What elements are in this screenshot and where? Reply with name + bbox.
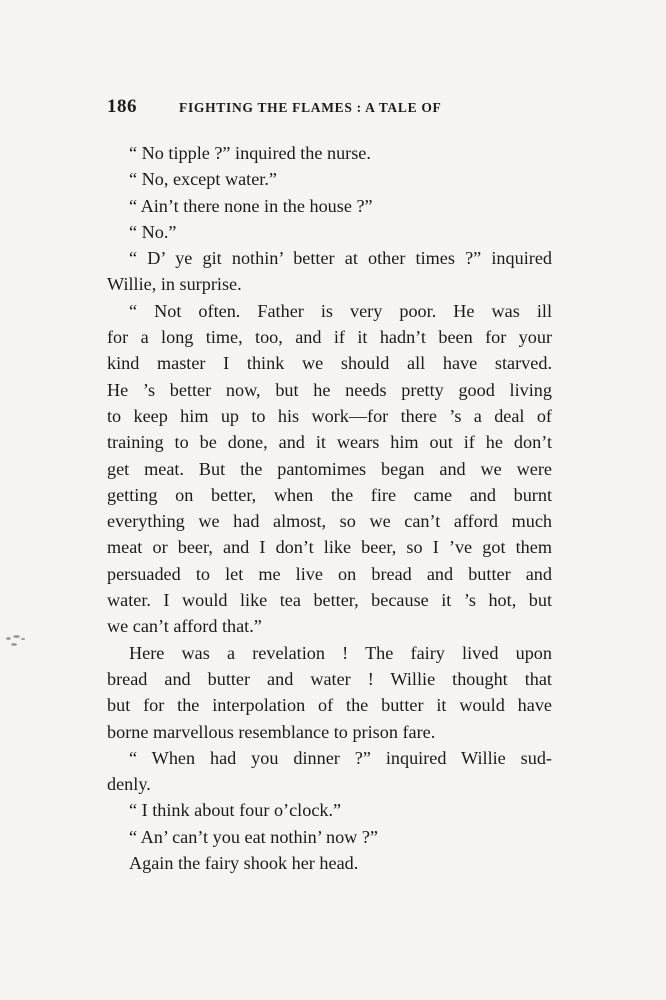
text-line: bread and butter and water ! Willie thought that [107, 668, 552, 689]
text-line: He ’s better now, but he needs pretty good living [107, 379, 552, 400]
text-line: persuaded to let me live on bread and butter and [107, 563, 552, 584]
text-line: borne marvellous resemblance to prison fare. [107, 721, 436, 742]
body-text [107, 140, 552, 876]
text-line: everything we had almost, so we can’t afford much [107, 511, 552, 532]
text-line: for a long time, too, and if it hadn’t been for your [107, 327, 552, 348]
text-line: “ No tipple ?” inquired the nurse. [129, 143, 371, 163]
text-line: “ No.” [129, 221, 177, 242]
text-line: getting on better, when the fire came and burnt [107, 484, 552, 505]
text-line: “ D’ ye git nothin’ better at other times ?” inquired [129, 248, 552, 269]
text-line: “ Not often. Father is very poor. He was ill [129, 300, 552, 321]
text-line: denly. [107, 774, 151, 795]
running-title: FIGHTING THE FLAMES : A TALE OF [179, 100, 442, 115]
text-line: water. I would like tea better, because it ’s hot, but [107, 590, 552, 611]
text-line: “ I think about four o’clock.” [129, 800, 342, 821]
text-line: but for the interpolation of the butter it would have [107, 695, 552, 716]
text-line: “ No, except water.” [129, 169, 277, 190]
text-line: meat or beer, and I don’t like beer, so I ’ve got them [107, 537, 552, 558]
text-line: kind master I think we should all have starved. [107, 353, 552, 374]
margin-ink-mark [4, 634, 30, 650]
text-line: to keep him up to his work—for there ’s a deal of [107, 405, 552, 426]
page-number: 186 [107, 96, 137, 117]
text-line: “ Ain’t there none in the house ?” [129, 195, 373, 216]
page-header [107, 96, 552, 122]
text-line: “ When had you dinner ?” inquired Willie sud- [129, 747, 552, 768]
text-line: “ An’ can’t you eat nothin’ now ?” [129, 826, 378, 847]
text-line: training to be done, and it wears him out if he don’t [107, 432, 552, 453]
text-line: Willie, in surprise. [107, 274, 242, 295]
text-line: get meat. But the pantomimes began and we were [107, 458, 552, 479]
text-line: Again the fairy shook her head. [129, 853, 359, 874]
text-line: we can’t afford that.” [107, 616, 262, 637]
text-line: Here was a revelation ! The fairy lived upon [129, 642, 552, 663]
